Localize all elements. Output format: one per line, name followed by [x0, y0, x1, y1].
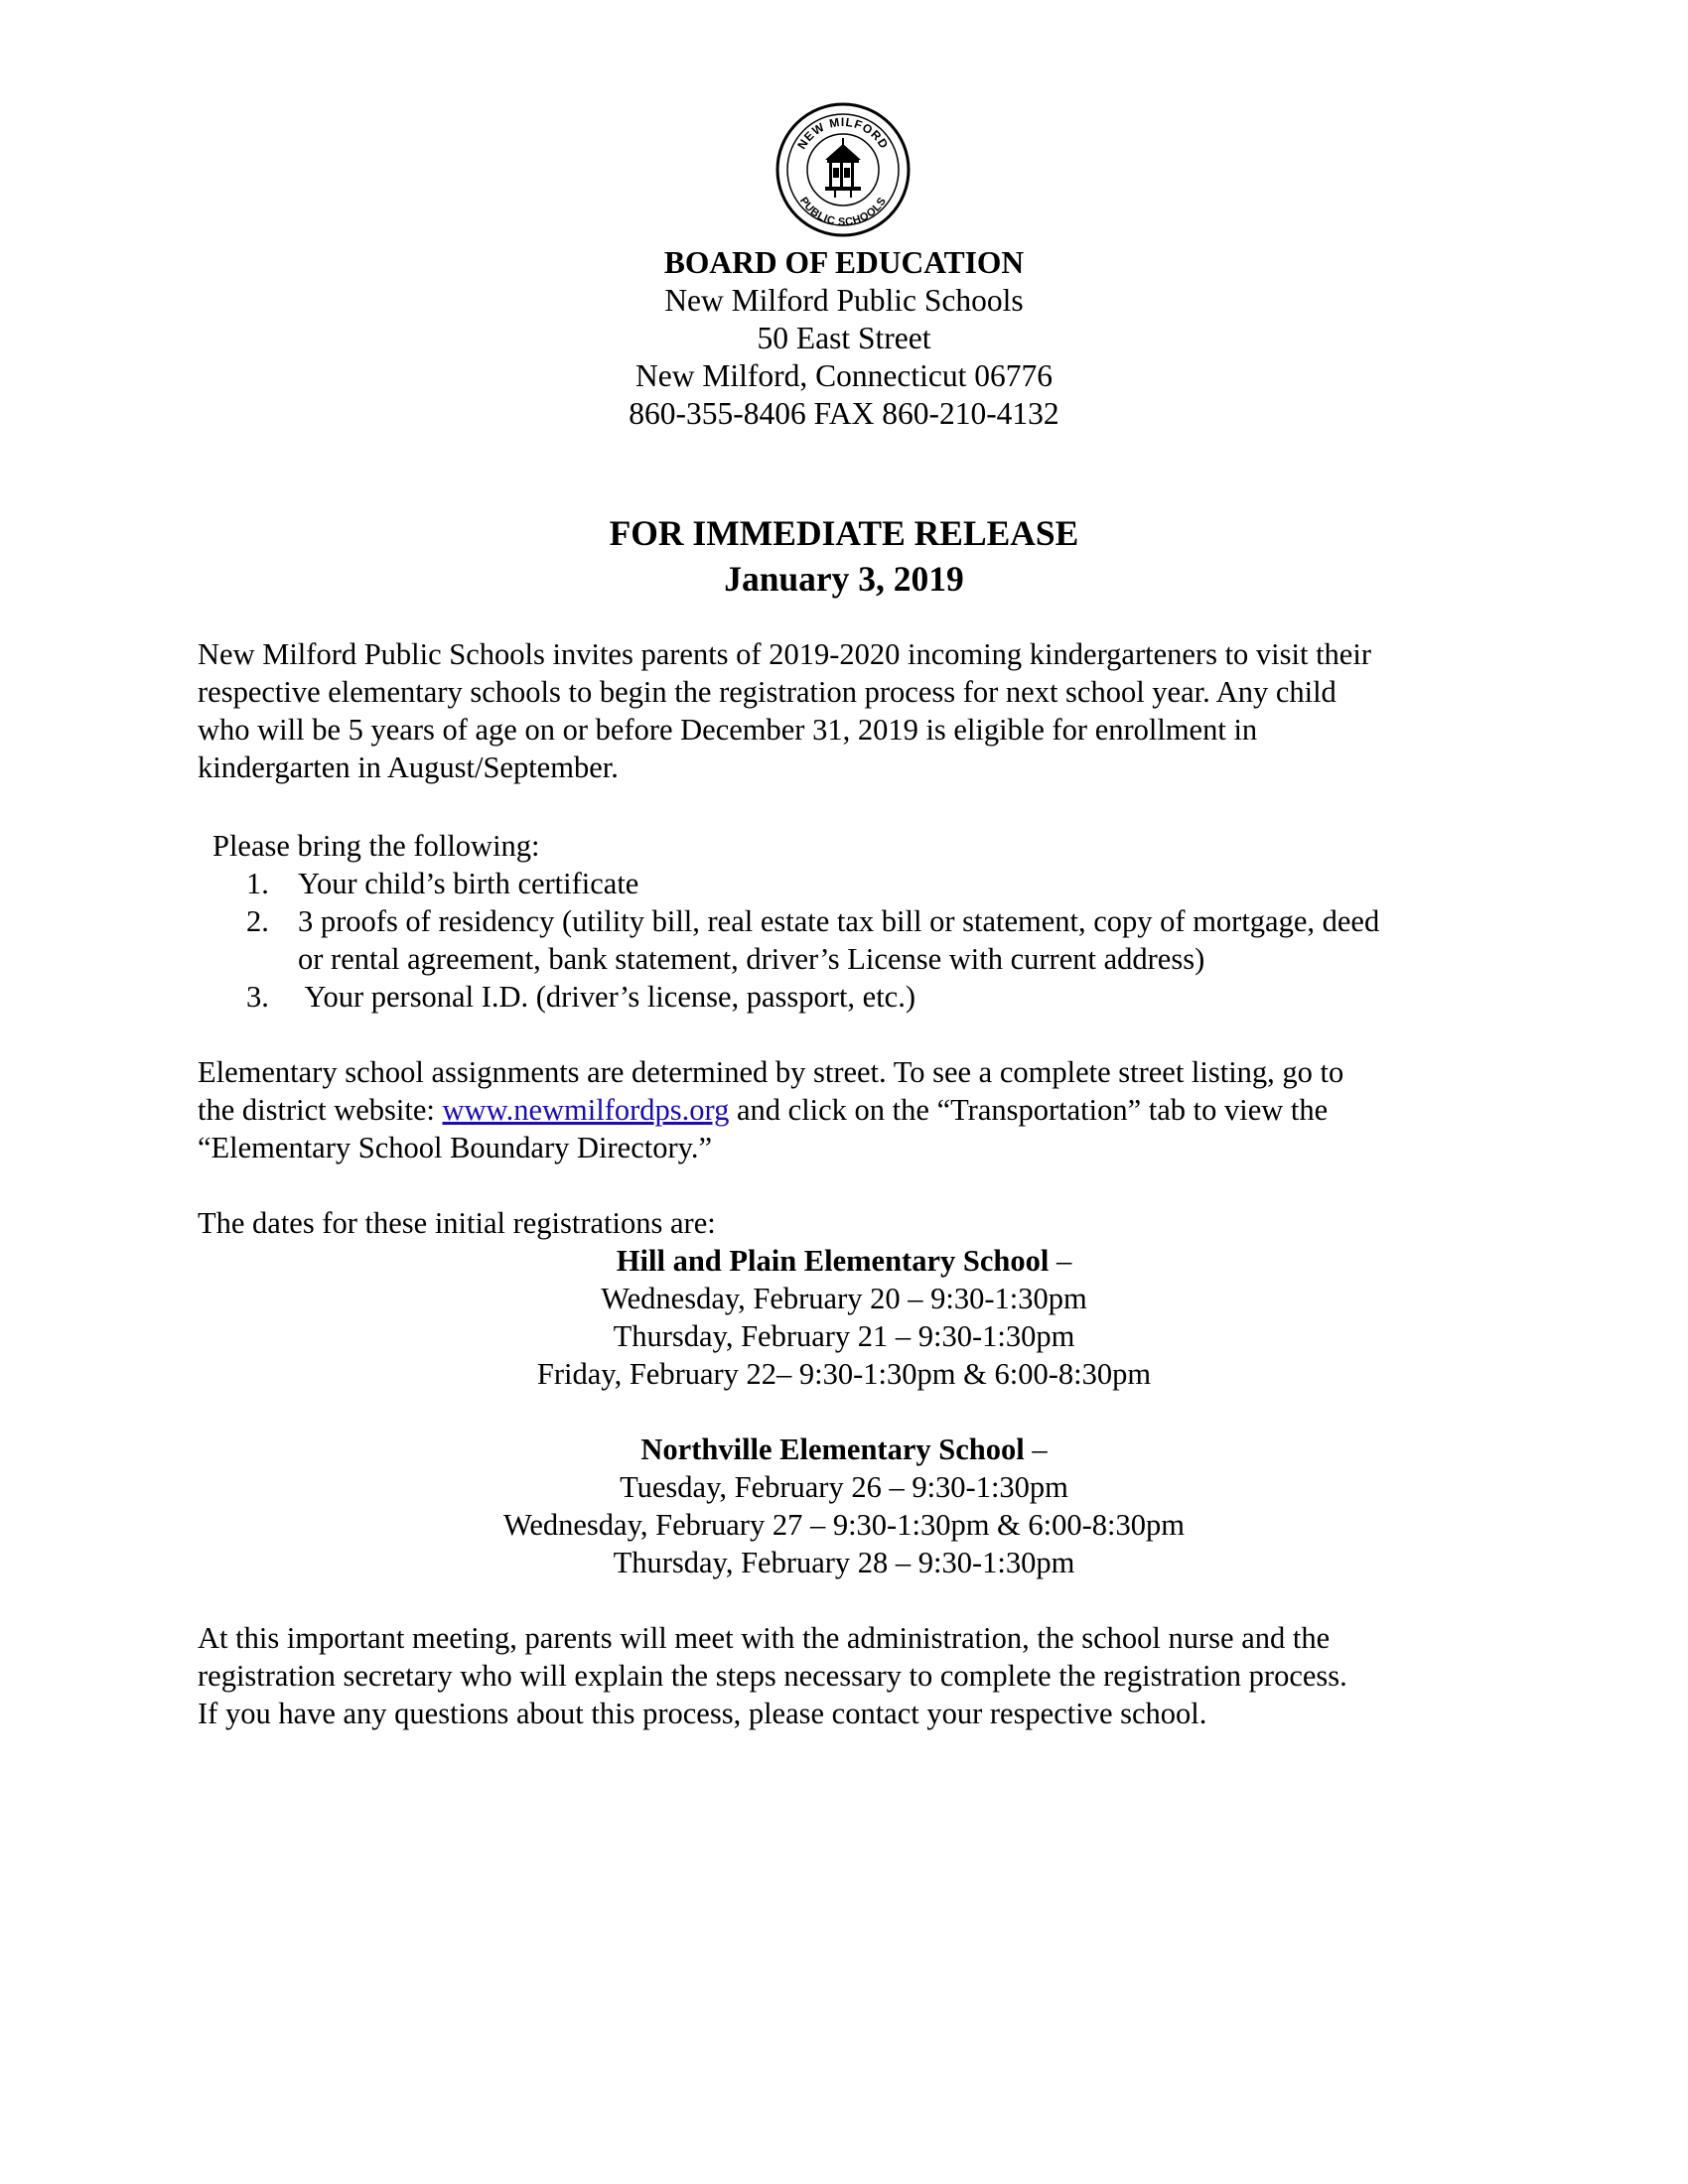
schedule-date: Friday, February 22– 9:30-1:30pm & 6:00-8:30pm	[536, 1357, 1152, 1391]
phone-fax: 860-355-8406 FAX 860-210-4132	[629, 396, 1059, 431]
intro-line: who will be 5 years of age on or before December 31, 2019 is eligible for enrollment in	[198, 713, 1258, 747]
required-documents-list	[246, 865, 1497, 1016]
list-item	[246, 978, 1497, 1016]
school-schedule	[0, 1431, 1688, 1581]
release-label: FOR IMMEDIATE RELEASE	[609, 513, 1079, 553]
street-address: 50 East Street	[757, 321, 931, 355]
dates-intro: The dates for these initial registrations are:	[198, 1206, 716, 1240]
list-item-number: 2.	[246, 904, 269, 938]
assignments-text: and click on the “Transportation” tab to view the	[729, 1093, 1329, 1127]
assignments-line: Elementary school assignments are determined by street. To see a complete street listing, go to	[198, 1055, 1344, 1089]
closing-line: registration secretary who will explain the steps necessary to complete the registration process.	[198, 1659, 1347, 1693]
seal-bottom-text: PUBLIC SCHOOLS	[796, 195, 890, 229]
schedule-date: Wednesday, February 27 – 9:30-1:30pm & 6:00-8:30pm	[503, 1508, 1185, 1542]
list-item-text-continued: or rental agreement, bank statement, driver’s License with current address)	[298, 942, 1205, 976]
school-heading	[0, 1242, 1688, 1280]
letterhead	[0, 244, 1688, 433]
board-title: BOARD OF EDUCATION	[663, 245, 1025, 280]
seal-top-text: NEW MILFORD	[794, 114, 892, 152]
school-schedule	[0, 1242, 1688, 1393]
closing-paragraph	[198, 1619, 1508, 1732]
assignments-paragraph	[198, 1053, 1508, 1166]
schedule-date: Wednesday, February 20 – 9:30-1:30pm	[601, 1282, 1087, 1315]
intro-line: New Milford Public Schools invites parents of 2019-2020 incoming kindergarteners to visit their	[198, 637, 1371, 671]
schedule-date: Thursday, February 28 – 9:30-1:30pm	[613, 1546, 1075, 1579]
school-dash: –	[1024, 1433, 1048, 1466]
list-item-text: Your personal I.D. (driver’s license, passport, etc.)	[298, 980, 916, 1014]
list-item-number: 3.	[246, 980, 269, 1014]
list-item-text: 3 proofs of residency (utility bill, real estate tax bill or statement, copy of mortgage, deed	[298, 904, 1380, 938]
school-heading	[0, 1431, 1688, 1468]
school-name: Northville Elementary School	[640, 1433, 1025, 1466]
district-seal-logo	[775, 102, 911, 237]
school-name: Hill and Plain Elementary School	[616, 1244, 1050, 1278]
closing-line: If you have any questions about this process, please contact your respective school.	[198, 1697, 1207, 1730]
closing-line: At this important meeting, parents will meet with the administration, the school nurse and the	[198, 1621, 1331, 1655]
assignments-line: “Elementary School Boundary Directory.”	[198, 1131, 713, 1164]
district-name: New Milford Public Schools	[664, 283, 1024, 318]
list-item-number: 1.	[246, 867, 269, 900]
bring-heading: Please bring the following:	[212, 829, 540, 863]
list-item	[246, 865, 1497, 902]
list-item	[246, 902, 1497, 978]
city-address: New Milford, Connecticut 06776	[635, 358, 1053, 393]
schedule-date: Tuesday, February 26 – 9:30-1:30pm	[620, 1470, 1068, 1504]
district-website-link[interactable]: www.newmilfordps.org	[442, 1093, 730, 1127]
assignments-text: the district website:	[198, 1093, 443, 1127]
release-heading	[0, 510, 1688, 602]
intro-line: respective elementary schools to begin the registration process for next school year. Any child	[198, 675, 1336, 709]
intro-paragraph	[198, 635, 1508, 786]
release-date: January 3, 2019	[724, 559, 964, 599]
assignments-line	[198, 1091, 1508, 1129]
intro-line: kindergarten in August/September.	[198, 751, 619, 784]
list-item-text: Your child’s birth certificate	[298, 867, 639, 900]
schedule-date: Thursday, February 21 – 9:30-1:30pm	[613, 1319, 1075, 1353]
school-dash: –	[1049, 1244, 1072, 1278]
